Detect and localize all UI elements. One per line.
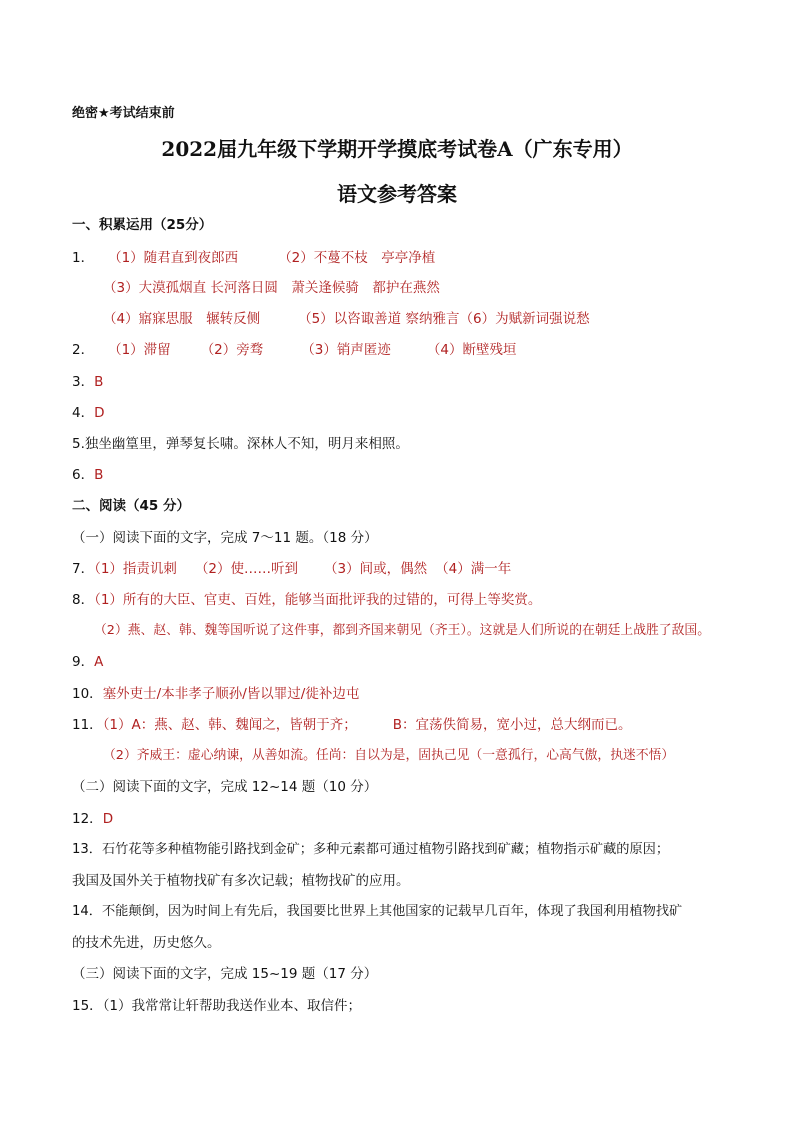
q9-answer: A (94, 654, 104, 670)
q8-answer-2: （2）燕、赵、韩、魏等国听说了这件事，都到齐国来朝见（齐王）。这就是人们所说的在朝廷上战胜了敌国。 (94, 623, 710, 638)
q7-answer-3: （3）间或，偶然 (324, 561, 428, 577)
q1-answer-4: （4）寤寐思服 辗转反侧 (103, 311, 261, 327)
q13-answer-line2: 我国及国外关于植物找矿有多次记载；植物找矿的应用。 (72, 873, 410, 889)
q7-answer-2: （2）使……听到 (194, 561, 299, 577)
q13-answer-line1: 石竹花等多种植物能引路找到金矿；多种元素都可通过植物引路找到矿藏；植物指示矿藏的原因； (101, 842, 670, 857)
q4-line (72, 403, 105, 423)
q1-answer-1: （1）随君直到夜郎西 (108, 250, 239, 266)
q9-line (72, 652, 103, 672)
q13-number: 13． (72, 842, 102, 857)
q2-line (72, 340, 516, 360)
q6-answer: B (94, 467, 104, 483)
q10-answer: 塞外吏士/本非孝子顺孙/皆以罪过/徙补边屯 (102, 686, 360, 702)
q2-answer-1: （1）滞留 (108, 342, 171, 358)
q13-line1 (72, 840, 669, 860)
q11-answer-2: （2）齐威王：虚心纳谏，从善如流。任尚：自以为是，固执己见（一意孤行，心高气傲，执迷不悟） (103, 748, 675, 763)
q7-line (72, 559, 511, 579)
q14-line1 (72, 902, 682, 922)
q1-number: 1． (72, 250, 95, 266)
q12-line (72, 809, 113, 829)
q1-answer-5: （5）以咨诹善道 察纳雅言（6）为赋新词强说愁 (298, 311, 590, 327)
q11-number: 11． (72, 717, 103, 733)
q2-number: 2． (72, 342, 95, 358)
section2-heading: 二、阅读（45 分） (72, 498, 190, 514)
q1-answer-2: （2）不蔓不枝 亭亭净植 (278, 250, 436, 266)
q12-number: 12． (72, 811, 103, 827)
part2-instruction: （二）阅读下面的文字，完成 12~14 题（10 分） (72, 779, 378, 795)
q5-line: 5.独坐幽篁里，弹琴复长啸。深林人不知，明月来相照。 (72, 436, 409, 452)
q11-answer-1a: （1）A：燕、赵、韩、魏闻之，皆朝于齐； (102, 717, 357, 733)
q14-answer-line2: 的技术先进，历史悠久。 (72, 935, 221, 951)
part3-instruction: （三）阅读下面的文字，完成 15~19 题（17 分） (72, 966, 378, 982)
section1-heading: 一、积累运用（25分） (72, 217, 213, 233)
q1-line1 (72, 248, 435, 268)
q15-line1 (72, 996, 361, 1016)
q8-answer-1: （1）所有的大臣、官吏、百姓，能够当面批评我的过错的，可得上等奖赏。 (94, 592, 542, 608)
q10-number: 10． (72, 686, 103, 702)
q4-number: 4． (72, 405, 95, 421)
q7-number: 7． (72, 561, 95, 577)
q12-answer: D (102, 811, 114, 827)
confidential-label: 绝密★考试结束前 (72, 106, 175, 121)
q1-answer-3: （3）大漠孤烟直 长河落日圆 萧关逢候骑 都护在燕然 (103, 280, 440, 296)
q3-number: 3． (72, 374, 95, 390)
exam-title: 2022届九年级下学期开学摸底考试卷A（广东专用） (161, 137, 633, 161)
q6-line (72, 465, 103, 485)
part1-instruction: （一）阅读下面的文字，完成 7～11 题。（18 分） (72, 530, 378, 546)
q11-answer-1b: B：宜荡佚简易，宽小过，总大纲而已。 (392, 717, 632, 733)
q8-number: 8． (72, 592, 95, 608)
q7-answer-4: （4）满一年 (435, 561, 512, 577)
q10-line (72, 684, 359, 704)
q1-line3 (103, 309, 590, 329)
q4-answer: D (94, 405, 105, 421)
q15-answer-1: （1）我常常让轩帮助我送作业本、取信件； (102, 998, 362, 1014)
q14-number: 14． (72, 904, 102, 919)
q2-answer-4: （4）断壁残垣 (426, 342, 517, 358)
q8-line1 (72, 590, 541, 610)
exam-subtitle: 语文参考答案 (337, 182, 457, 206)
q11-line1 (72, 715, 632, 735)
q3-line (72, 372, 103, 392)
q15-number: 15． (72, 998, 103, 1014)
q6-number: 6． (72, 467, 95, 483)
q2-answer-2: （2）旁骛 (200, 342, 264, 358)
q7-answer-1: （1）指责讥刺 (94, 561, 177, 577)
q2-answer-3: （3）销声匿迹 (301, 342, 391, 358)
q3-answer: B (94, 374, 104, 390)
q14-answer-line1: 不能颠倒，因为时间上有先后，我国要比世界上其他国家的记载早几百年，体现了我国利用植物找矿 (101, 904, 683, 919)
q9-number: 9． (72, 654, 95, 670)
